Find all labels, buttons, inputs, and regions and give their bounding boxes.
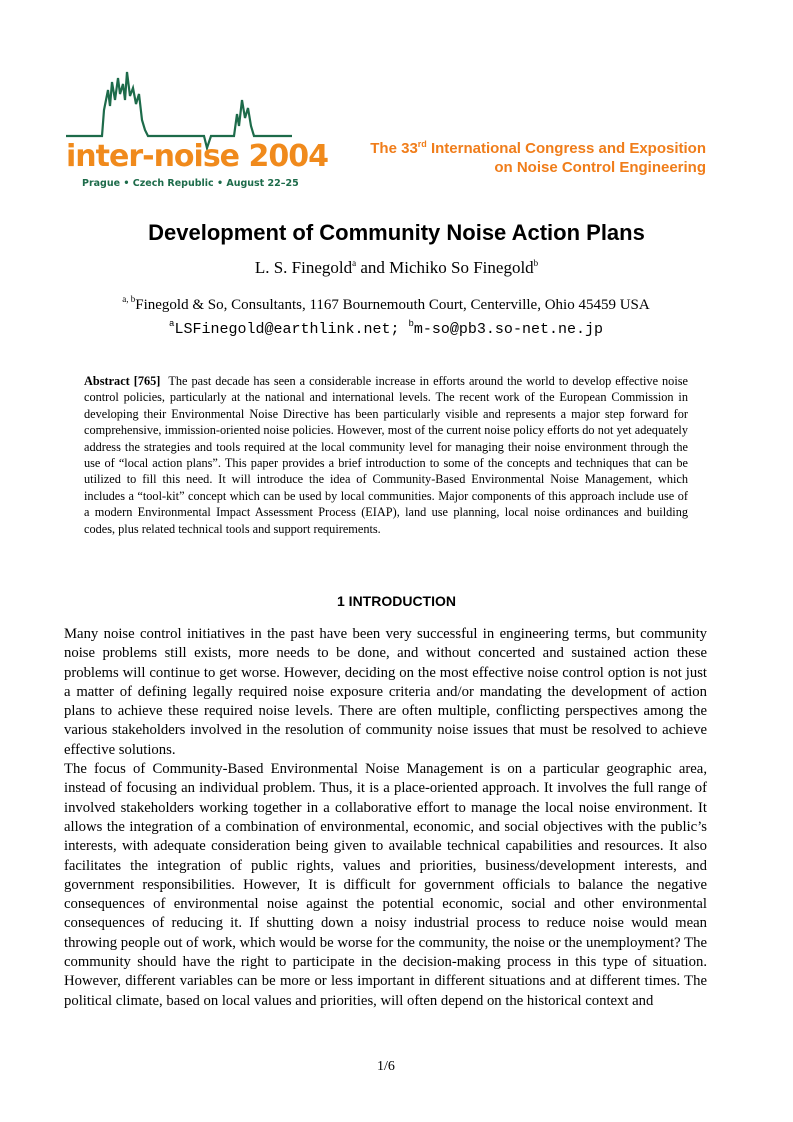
affiliation-mark: a, b — [122, 294, 136, 304]
congress-line-1 — [370, 139, 706, 158]
body-text — [64, 625, 707, 1011]
author-1: L. S. Finegold — [254, 258, 353, 277]
author-joiner: and — [356, 258, 390, 277]
logo-wordmark: inter-noise 2004 — [66, 139, 328, 174]
author-2: Michiko So Finegold — [389, 258, 534, 277]
author-emails — [0, 321, 772, 338]
affiliation — [0, 294, 772, 314]
congress-ordinal-suffix: rd — [417, 139, 427, 149]
congress-line-2: on Noise Control Engineering — [494, 159, 706, 176]
section-heading-introduction: 1 INTRODUCTION — [337, 593, 456, 609]
abstract — [84, 373, 688, 537]
author-2-affil-mark: b — [533, 258, 539, 268]
paper-title: Development of Community Noise Action Plans — [148, 220, 645, 245]
email-a: LSFinegold@earthlink.net; — [174, 321, 400, 338]
author-line — [0, 258, 793, 278]
paragraph: The focus of Community-Based Environmental Noise Management is on a particular geographic area, instead of focusing an individual problem. Thus, it is a place-oriented approach. It involves the full range of involved stakeholders working together in a collaborative effort to manage the local noise environment. It allows the integration of a combination of environmental, economic, and social objectives with the public’s interests, with adequate consideration being given to available technical capabilities and resources. It also facilitates the integration of public rights, values and priorities, business/development interests, and government responsibilities. However, It is difficult for government officials to balance the negative consequences of environmental noise against the potential economic, social and other environmental consequences of reducing it. If shutting down a noisy industrial process to reduce noise would mean throwing people out of work, which would be worse for the community, the noise or the unemployment? The community should have the right to participate in the decision-making process in this type of situation. However, different variables can be more or less important in different situations and at different times. The political climate, based on local values and priorities, will often depend on the historical context and — [64, 761, 707, 1009]
author-1-affil-mark: a — [352, 258, 357, 268]
congress-name: International Congress and Exposition — [426, 140, 706, 157]
abstract-text: The past decade has seen a considerable increase in efforts around the world to develop effective noise control policies, particularly at the national and international levels. The recent work of the European Commission in developing their Environmental Noise Directive has been particularly visible and represents a major step forward for comprehensive, immission-oriented noise policies. However, most of the current noise policy efforts do not yet adequately address the strategies and tools required at the local community level for managing their noise environment through the use of “local action plans”. This paper provides a brief introduction to some of the concepts and techniques that can be utilized to fill this need. It will introduce the idea of Community-Based Environmental Noise Management, which includes a “tool-kit” concept which can be used by local communities. Major components of this approach include use of a modern Environmental Impact Assessment Process (EIAP), land use planning, local noise ordinances and building codes, plus related technical tools and support requirements. — [84, 374, 688, 536]
page-number: 1/6 — [377, 1059, 395, 1074]
email-a-mark: a — [169, 319, 175, 329]
paragraph: Many noise control initiatives in the past have been very successful in engineering terms, but community noise problems still exists, more needs to be done, and without concerted and sustained action these problems will continue to get worse. However, deciding on the most effective noise control option is not just a matter of defining legally required noise exposure criteria and/or mandating the development of action plans to achieve these required noise levels. There are often multiple, conflicting perspectives among the various stakeholders involved in the resolution of community noise issues that must be resolved to achieve effective solutions. — [64, 626, 707, 758]
congress-header — [370, 139, 706, 177]
congress-ordinal: The 33 — [370, 140, 418, 157]
abstract-label: Abstract [765] — [84, 374, 161, 388]
skyline-graphic — [64, 70, 296, 150]
email-b: m-so@pb3.so-net.ne.jp — [413, 321, 603, 338]
affiliation-text: Finegold & So, Consultants, 1167 Bournemouth Court, Centerville, Ohio 45459 USA — [135, 297, 650, 313]
email-b-mark: b — [408, 319, 414, 329]
conference-logo — [64, 70, 328, 190]
logo-subline: Prague • Czech Republic • August 22–25 — [82, 178, 299, 189]
